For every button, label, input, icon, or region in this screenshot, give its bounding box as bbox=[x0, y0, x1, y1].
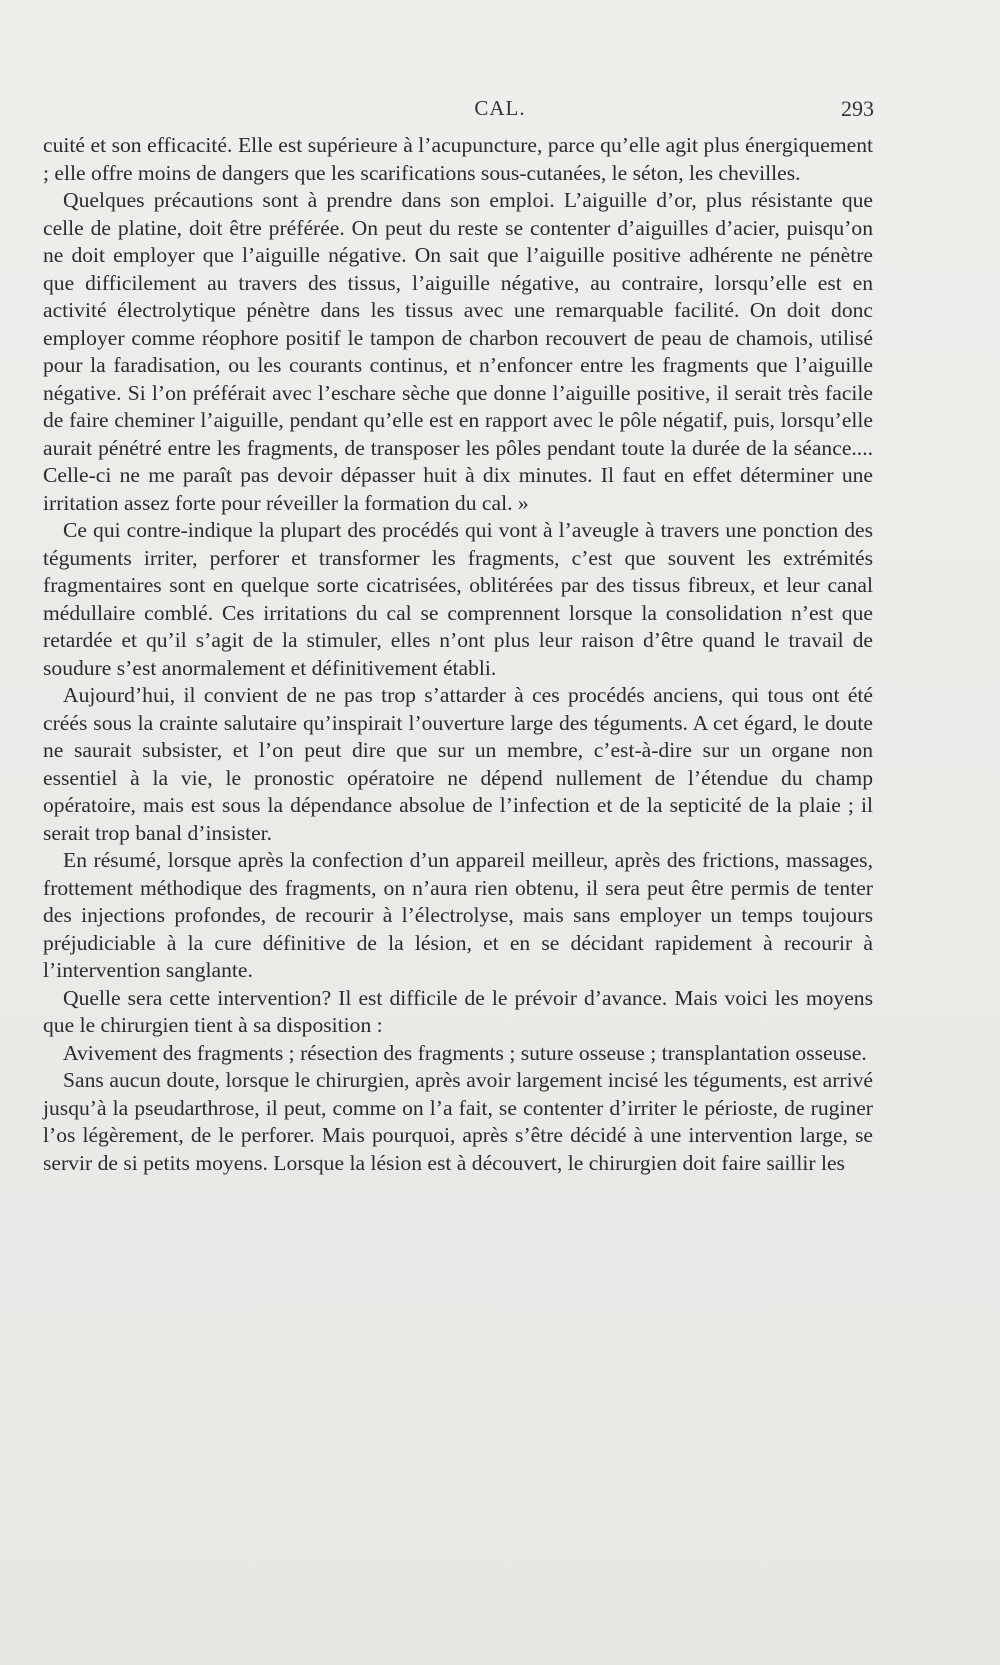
body-text bbox=[43, 132, 873, 1177]
running-header bbox=[0, 96, 1000, 126]
paragraph: Ce qui contre-indique la plupart des procédés qui vont à l’aveugle à travers une ponction des téguments irriter, perforer et transformer les fragments, c’est que souvent les extrémités fragmentaires sont en quelque sorte cicatrisées, oblitérées par des tissus fibreux, et leur canal médullaire comblé. Ces irritations du cal se comprennent lorsque la consolidation n’est que retardée et qu’il s’agit de la stimuler, elles n’ont plus leur raison d’être quand le travail de soudure s’est anormalement et définitivement établi. bbox=[43, 518, 873, 680]
paragraph: cuité et son efficacité. Elle est supérieure à l’acupuncture, parce qu’elle agit plus énergiquement ; elle offre moins de dangers que les scarifications sous-cutanées, le séton, les chevilles. bbox=[43, 133, 873, 185]
paragraph: Aujourd’hui, il convient de ne pas trop s’attarder à ces procédés anciens, qui tous ont été créés sous la crainte salutaire qu’inspirait l’ouverture large des téguments. A cet égard, le doute ne saurait subsister, et l’on peut dire que sur un membre, c’est-à-dire sur un organe non essentiel à la vie, le pronostic opératoire ne dépend nullement de l’étendue du champ opératoire, mais est sous la dépendance absolue de l’infection et de la septicité de la plaie ; il serait trop banal d’insister. bbox=[43, 683, 873, 845]
paragraph: En résumé, lorsque après la confection d’un appareil meilleur, après des frictions, massages, frottement méthodique des fragments, on n’aura rien obtenu, il sera peut être permis de tenter des injections profondes, de recourir à l’électrolyse, mais sans employer un temps toujours préjudiciable à la cure définitive de la lésion, et en se décidant rapidement à recourir à l’intervention sanglante. bbox=[43, 848, 873, 982]
page-number: 293 bbox=[841, 96, 874, 121]
paragraph: Quelques précautions sont à prendre dans son emploi. L’aiguille d’or, plus résistante que celle de platine, doit être préférée. On peut du reste se contenter d’aiguilles d’acier, puisqu’on ne doit employer que l’aiguille négative. On sait que l’aiguille positive adhérente ne pénètre que difficilement au travers des tissus, l’aiguille négative, au contraire, lorsqu’elle est en activité électrolytique pénètre dans les tissus avec une remarquable facilité. On doit donc employer comme réophore positif le tampon de charbon recouvert de peau de chamois, utilisé pour la faradisation, ou les courants continus, et n’enfoncer entre les fragments que l’aiguille négative. Si l’on préférait avec l’eschare sèche que donne l’aiguille positive, il serait très facile de faire cheminer l’aiguille, pendant qu’elle est en rapport avec le pôle négatif, puis, lorsqu’elle aurait pénétré entre les fragments, de transposer les pôles pendant toute la durée de la séance.... Celle-ci ne me paraît pas devoir dépasser huit à dix minutes. Il faut en effet déterminer une irritation assez forte pour réveiller la formation du cal. » bbox=[43, 188, 873, 515]
paragraph: Quelle sera cette intervention? Il est difficile de le prévoir d’avance. Mais voici les moyens que le chirurgien tient à sa disposition : bbox=[43, 985, 873, 1037]
running-title: CAL. bbox=[474, 96, 526, 120]
paragraph: Avivement des fragments ; résection des fragments ; suture osseuse ; transplantation osseuse. bbox=[63, 1040, 867, 1065]
paragraph: Sans aucun doute, lorsque le chirurgien, après avoir largement incisé les téguments, est arrivé jusqu’à la pseudarthrose, il peut, comme on l’a fait, se contenter d’irriter le périoste, de ruginer l’os légèrement, de le perforer. Mais pourquoi, après s’être décidé à une intervention large, se servir de si petits moyens. Lorsque la lésion est à découvert, le chirurgien doit faire saillir les bbox=[43, 1068, 873, 1175]
